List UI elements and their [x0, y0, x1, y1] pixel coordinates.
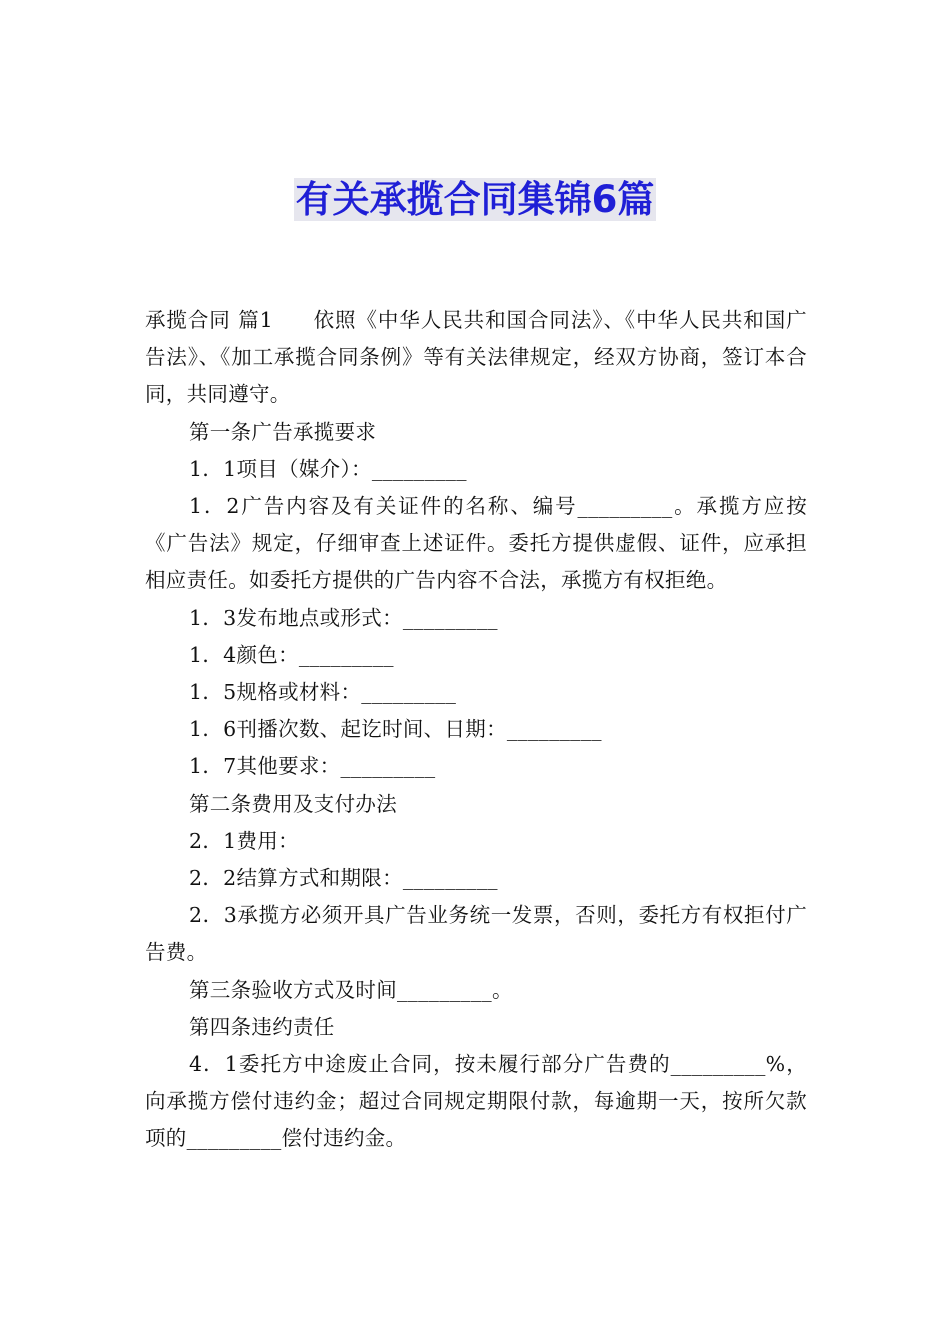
paragraph: 第四条违约责任 [189, 1014, 335, 1039]
paragraph: 1．1项目（媒介）：_________ [189, 456, 467, 481]
paragraph: 1．5规格或材料：_________ [189, 680, 457, 705]
paragraph: 第三条验收方式及时间_________。 [189, 977, 513, 1002]
paragraph: 1．6刊播次数、起讫时间、日期：_________ [189, 717, 602, 742]
paragraph: 1．4颜色：_________ [189, 642, 394, 667]
document-title [0, 176, 950, 224]
paragraph-intro [145, 302, 807, 414]
paragraph: 2．3承揽方必须开具广告业务统一发票，否则，委托方有权拒付广告费。 [145, 903, 807, 965]
paragraph: 1．2广告内容及有关证件的名称、编号_________。承揽方应按《广告法》规定，仔细审查上述证件。委托方提供虚假、证件，应承担相应责任。如委托方提供的广告内容不合法，承揽方有权拒绝。 [145, 494, 807, 593]
paragraph: 1．3发布地点或形式：_________ [189, 605, 498, 630]
paragraph: 4．1委托方中途废止合同，按未履行部分广告费的_________%，向承揽方偿付违约金；超过合同规定期限付款，每逾期一天，按所欠款项的_________偿付违约金。 [145, 1052, 807, 1151]
title-text: 有关承揽合同集锦6篇 [295, 178, 655, 221]
paragraph: 2．2结算方式和期限：_________ [189, 866, 498, 891]
paragraph: 2．1费用： [189, 828, 299, 853]
section-lead: 承揽合同 篇1 [145, 308, 273, 332]
paragraph: 第二条费用及支付办法 [189, 791, 397, 816]
paragraph: 第一条广告承揽要求 [189, 419, 377, 444]
paragraph: 1．7其他要求：_________ [189, 754, 436, 779]
document-body [145, 302, 807, 1158]
paragraph-text: 依照《中华人民共和国合同法》、《中华人民共和国广告法》、《加工承揽合同条例》等有关法律规定，经双方协商，签订本合同，共同遵守。 [145, 308, 807, 407]
